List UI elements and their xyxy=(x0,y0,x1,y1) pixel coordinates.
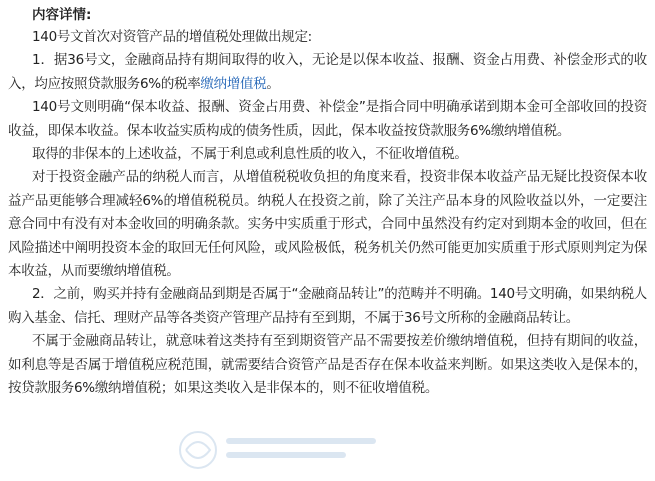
point-1-text: 1．据36号文，金融商品持有期间取得的收入，无论是以保本收益、报酬、资金占用费、补偿金形式的收入，均应按照贷款服务6%的税率 xyxy=(8,52,647,92)
paragraph-point-2: 2．之前，购买并持有金融商品到期是否属于“金融商品转让”的范畴并不明确。140号文明确，如果纳税人购入基金、信托、理财产品等各类资产管理产品持有至到期，不属于36号文所称的金融商品转让。 xyxy=(8,286,647,326)
paragraph-non-guaranteed-income: 取得的非保本的上述收益，不属于利息或利息性质的收入，不征收增值税。 xyxy=(32,146,468,163)
paragraph-not-financial-transfer: 不属于金融商品转让，就意味着这类持有至到期资管产品不需要按差价缴纳增值税，但持有期间的收益，如利息等是否属于增值税应税范围，就需要结合资管产品是否存在保本收益来判断。如果这类收入是保本的，按贷款服务6%缴纳增值税；如果这类收入是非保本的，则不征收增值税。 xyxy=(8,333,647,397)
point-1-end: 。 xyxy=(266,75,280,92)
paragraph-guaranteed-income-definition: 140号文则明确“保本收益、报酬、资金占用费、补偿金”是指合同中明确承诺到期本金可全部收回的投资收益，即保本收益。保本收益实质构成的债务性质，因此，保本收益按贷款服务6%缴纳增值税。 xyxy=(8,99,647,139)
paragraph-taxpayer-advice: 对于投资金融产品的纳税人而言，从增值税税收负担的角度来看，投资非保本收益产品无疑比投资保本收益产品更能够合理减轻6%的增值税税员。纳税人在投资之前，除了关注产品本身的风险收益以外，一定要注意合同中有没有对本金收回的明确条款。实务中实质重于形式，合同中虽然没有约定对到期本金的收回，但在风险描述中阐明投资本金的取回无任何风险，或风险极低，税务机关仍然可能更加实质重于形式原则判定为保本收益，从而要缴纳增值税。 xyxy=(8,169,647,280)
intro-paragraph: 140号文首次对资管产品的增值税处理做出规定: xyxy=(32,29,312,45)
content-details-heading: 内容详情: xyxy=(32,7,92,23)
paragraph-point-1 xyxy=(8,49,647,96)
vat-payment-link[interactable]: 缴纳增值税 xyxy=(200,75,267,92)
